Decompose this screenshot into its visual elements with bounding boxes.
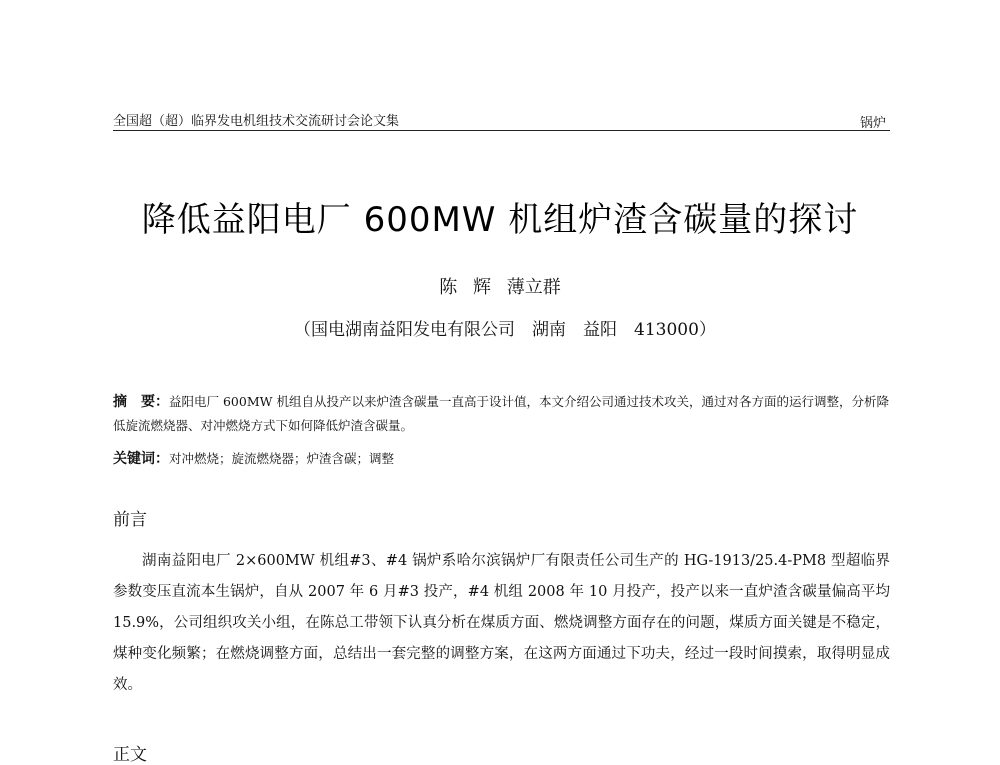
paper-title: 降低益阳电厂 600MW 机组炉渣含碳量的探讨: [141, 200, 859, 240]
paper-authors: 陈 辉 薄立群: [439, 277, 561, 298]
abstract-label: 摘 要：: [113, 394, 169, 410]
running-header: [113, 108, 890, 131]
running-header-topic: 锅炉: [859, 116, 886, 131]
abstract-text: 益阳电厂 600MW 机组自从投产以来炉渣含碳量一直高于设计值，本文介绍公司通过技术攻关，通过对各方面的运行调整，分析降低旋流燃烧器、对冲燃烧方式下如何降低炉渣含碳量。: [113, 394, 889, 433]
keywords-label: 关键词：: [113, 451, 169, 467]
keywords: [113, 448, 893, 470]
keywords-text: 对冲燃烧；旋流燃烧器；炉渣含碳；调整: [169, 451, 395, 466]
section-heading-body: 正文: [113, 745, 147, 765]
abstract: [113, 390, 893, 438]
author-affiliation: （国电湖南益阳发电有限公司 湖南 益阳 413000）: [294, 320, 716, 340]
intro-paragraph: 湖南益阳电厂 2×600MW 机组#3、#4 锅炉系哈尔滨锅炉厂有限责任公司生产的 HG-1913/25.4-PM8 型超临界参数变压直流本生锅炉，自从 2007 年 6 月#3 投产，#4 机组 2008 年 10 月投产，投产以来一直炉渣含碳量偏高平均 15.9%，公司组织攻关小组，在陈总工带领下认真分析在煤质方面、燃烧调整方面存在的问题，煤质方面关键是不稳定，煤种变化频繁；在燃烧调整方面，总结出一套完整的调整方案，在这两方面通过下功夫，经过一段时间摸索，取得明显成效。: [113, 553, 890, 693]
running-header-proceedings: 全国超（超）临界发电机组技术交流研讨会论文集: [113, 114, 400, 129]
section-heading-intro: 前言: [113, 510, 147, 530]
